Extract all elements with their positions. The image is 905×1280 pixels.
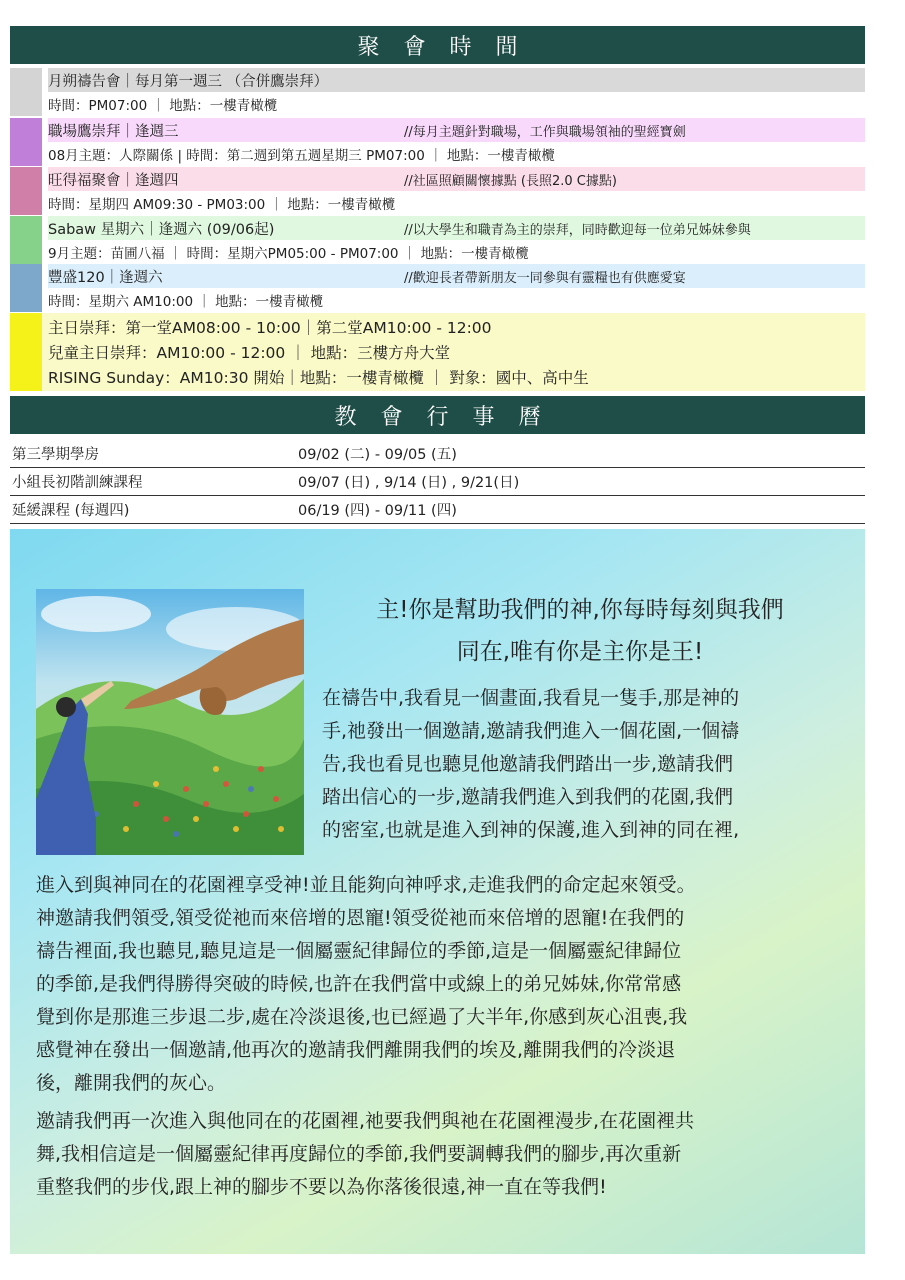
message-line: 手,祂發出一個邀請,邀請我們進入一個花園,一個禱: [322, 720, 740, 742]
meeting-note: //社區照顧關懷據點 (長照2.0 C據點): [404, 173, 617, 189]
sunday-line-text: 主日崇拜：第一堂AM08:00 - 10:00｜第二堂AM10:00 - 12:00: [48, 319, 492, 337]
message-panel: [10, 529, 865, 1254]
meeting-name: 職場鷹崇拜｜逢週三: [48, 123, 179, 140]
meeting-color-swatch: [10, 167, 42, 215]
calendar-row: [10, 496, 865, 524]
meeting-color-swatch: [10, 216, 42, 264]
calendar-row: [10, 440, 865, 468]
meeting-note: //每月主題針對職場，工作與職場領袖的聖經寶劍: [404, 124, 686, 140]
meetings-header-text: 聚會時間: [357, 34, 542, 60]
meeting-details-row: [48, 142, 865, 166]
painting-hands-garden-icon: [36, 589, 304, 855]
meeting-name-row: [48, 264, 865, 288]
calendar-header: [10, 396, 865, 434]
meeting-name: Sabaw 星期六｜逢週六 (09/06起): [48, 221, 275, 238]
meeting-color-swatch: [10, 68, 42, 116]
message-paragraph: [322, 682, 842, 847]
meeting-details: 時間：星期四 AM09:30 - PM03:00 ｜ 地點：一樓青橄欖: [48, 197, 396, 213]
meeting-name: 旺得福聚會｜逢週四: [48, 172, 179, 189]
message-line: 在禱告中,我看見一個畫面,我看見一隻手,那是神的: [322, 687, 740, 709]
meeting-name: 豐盛120｜逢週六: [48, 269, 163, 286]
message-title: [320, 589, 840, 673]
meeting-details: 時間：PM07:00 ｜ 地點：一樓青橄欖: [48, 98, 278, 114]
message-line: 邀請我們再一次進入與他同在的花園裡,祂要我們與祂在花園裡漫步,在花園裡共: [36, 1110, 695, 1132]
meeting-name-row: [48, 68, 865, 92]
message-line: 的密室,也就是進入到神的保護,進入到神的同在裡,: [322, 819, 740, 841]
meeting-details-row: [48, 240, 865, 264]
message-paragraph: [36, 869, 846, 1100]
sunday-line-text: RISING Sunday：AM10:30 開始｜地點：一樓青橄欖 ｜ 對象：國中、高中生: [48, 369, 589, 387]
meeting-name-row: [48, 118, 865, 142]
meeting-name-row: [48, 216, 865, 240]
meeting-name-row: [48, 167, 865, 191]
sunday-line: [48, 364, 865, 390]
meetings-header: [10, 26, 865, 64]
message-title-line: 同在,唯有你是主你是王!: [456, 639, 704, 665]
meeting-sabaw-saturday: [10, 216, 865, 264]
calendar-event: 小組長初階訓練課程: [12, 475, 143, 491]
meeting-monthly-prayer: [10, 68, 865, 116]
calendar-row: [10, 468, 865, 496]
calendar-event: 延緩課程 (每週四): [12, 503, 130, 519]
sunday-line: [48, 339, 865, 365]
message-line: 告,我也看見也聽見他邀請我們踏出一步,邀請我們: [322, 753, 734, 775]
calendar-date: 09/02 (二) - 09/05 (五): [298, 447, 457, 463]
sunday-services: [10, 313, 865, 391]
message-line: 的季節,是我們得勝得突破的時候,也許在我們當中或線上的弟兄姊妹,你常常感: [36, 973, 682, 995]
meeting-details: 時間：星期六 AM10:00 ｜ 地點：一樓青橄欖: [48, 294, 324, 310]
calendar-event: 第三學期學房: [12, 447, 99, 463]
meeting-name: 月朔禱告會｜每月第一週三 （合併鷹崇拜）: [48, 73, 329, 90]
message-line: 禱告裡面,我也聽見,聽見這是一個屬靈紀律歸位的季節,這是一個屬靈紀律歸位: [36, 940, 682, 962]
message-line: 後，離開我們的灰心。: [36, 1072, 227, 1094]
sunday-line-text: 兒童主日崇拜：AM10:00 - 12:00 ｜ 地點：三樓方舟大堂: [48, 344, 451, 362]
message-line: 神邀請我們領受,領受從祂而來倍增的恩寵!領受從祂而來倍增的恩寵!在我們的: [36, 907, 685, 929]
meeting-color-swatch: [10, 313, 42, 391]
meeting-details: 9月主題：苗圃八福 ｜ 時間：星期六PM05:00 - PM07:00 ｜ 地點：一樓青橄欖: [48, 246, 529, 262]
message-line: 感覺神在發出一個邀請,他再次的邀請我們離開我們的埃及,離開我們的冷淡退: [36, 1039, 676, 1061]
calendar-date: 09/07 (日) , 9/14 (日) , 9/21(日): [298, 475, 520, 491]
sunday-line: [48, 314, 865, 340]
message-line: 踏出信心的一步,邀請我們進入到我們的花園,我們: [322, 786, 734, 808]
meeting-details: 08月主題：人際關係 | 時間：第二週到第五週星期三 PM07:00 ｜ 地點：一樓青橄欖: [48, 148, 555, 164]
meeting-color-swatch: [10, 118, 42, 166]
meeting-details-row: [48, 191, 865, 215]
calendar-header-text: 教會行事曆: [334, 404, 565, 430]
calendar-date: 06/19 (四) - 09/11 (四): [298, 503, 457, 519]
meeting-color-swatch: [10, 264, 42, 312]
meeting-abundance-120: [10, 264, 865, 312]
message-line: 重整我們的步伐,跟上神的腳步不要以為你落後很遠,神一直在等我們!: [36, 1176, 607, 1198]
message-line: 進入到與神同在的花園裡享受神!並且能夠向神呼求,走進我們的命定起來領受。: [36, 874, 696, 896]
meeting-wonderful: [10, 167, 865, 215]
meeting-workplace-eagle: [10, 118, 865, 166]
meeting-note: //以大學生和職青為主的崇拜，同時歡迎每一位弟兄姊妹參與: [404, 222, 751, 238]
message-paragraph: [36, 1105, 846, 1204]
meeting-details-row: [48, 92, 865, 116]
message-line: 覺到你是那進三步退二步,處在冷淡退後,也已經過了大半年,你感到灰心沮喪,我: [36, 1006, 688, 1028]
meeting-note: //歡迎長者帶新朋友一同參與有靈糧也有供應愛宴: [404, 270, 686, 286]
message-title-line: 主!你是幫助我們的神,你每時每刻與我們: [376, 597, 784, 623]
message-line: 舞,我相信這是一個屬靈紀律再度歸位的季節,我們要調轉我們的腳步,再次重新: [36, 1143, 682, 1165]
meeting-details-row: [48, 288, 865, 312]
